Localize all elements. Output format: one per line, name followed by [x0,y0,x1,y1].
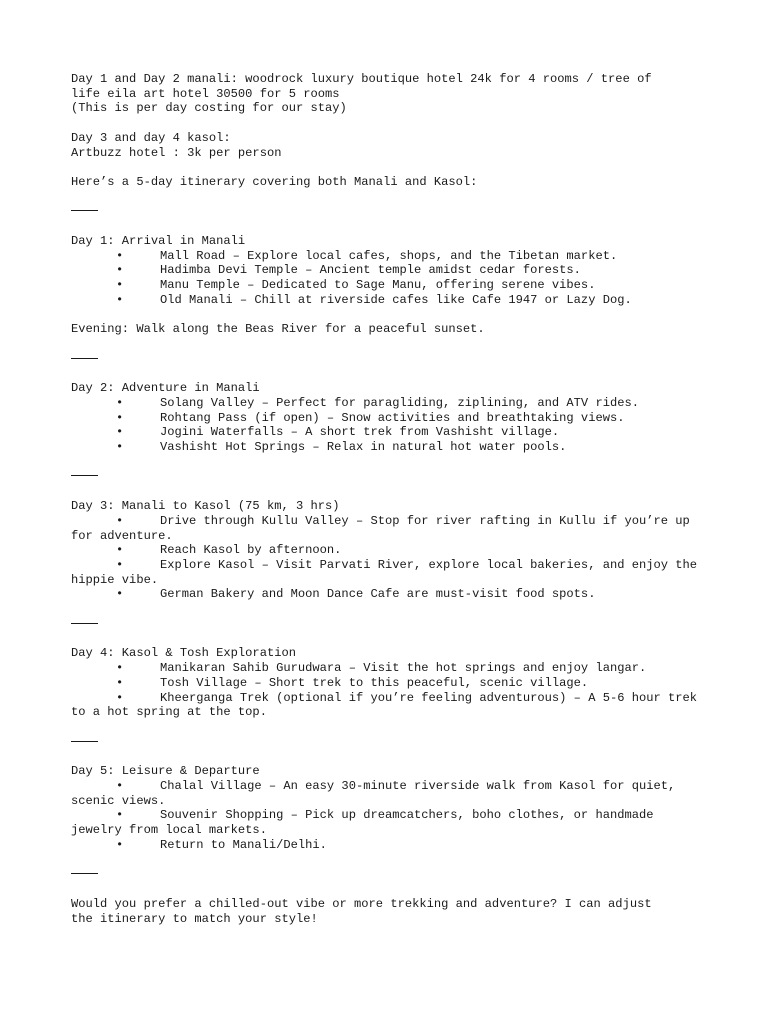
day-4-section [71,646,701,720]
list-item [71,396,701,411]
bullet-icon: • [116,808,124,823]
list-item-text: Kheerganga Trek (optional if you’re feeling adventurous) – A 5-6 hour trek to a hot spring at the top. [71,690,698,720]
list-item [71,278,701,293]
list-item-text: Mall Road – Explore local cafes, shops, and the Tibetan market. [160,248,618,263]
list-item [71,293,701,308]
list-item-text: Hadimba Devi Temple – Ancient temple amidst cedar forests. [160,263,581,278]
list-item [71,808,701,837]
list-item [71,249,701,264]
list-item [71,779,701,808]
list-item [71,691,701,720]
bullet-icon: • [116,587,124,602]
bullet-icon: • [116,248,124,263]
list-item [71,587,701,602]
list-item [71,543,701,558]
list-item-text: Rohtang Pass (if open) – Snow activities and breathtaking views. [160,410,625,425]
day-1-heading: Day 1: Arrival in Manali [71,233,246,248]
closing-line-1: Would you prefer a chilled-out vibe or more trekking and adventure? I can adjust [71,896,652,911]
day-2-heading: Day 2: Adventure in Manali [71,381,260,396]
section-divider [71,873,98,882]
day-3-heading: Day 3: Manali to Kasol (75 km, 3 hrs) [71,499,340,514]
intro-line-4: Day 3 and day 4 kasol: [71,130,231,145]
list-item [71,676,701,691]
bullet-icon: • [116,395,124,410]
closing-line-2: the itinerary to match your style! [71,911,318,926]
intro-line-1: Day 1 and Day 2 manali: woodrock luxury boutique hotel 24k for 4 rooms / tree of [71,72,652,86]
list-item [71,838,701,853]
bullet-icon: • [116,661,124,676]
bullet-icon: • [116,440,124,455]
list-item [71,263,701,278]
intro-line-2: life eila art hotel 30500 for 5 rooms [71,86,340,101]
section-divider [71,358,98,367]
intro-line-5: Artbuzz hotel : 3k per person [71,145,282,160]
bullet-icon: • [116,425,124,440]
day-5-heading: Day 5: Leisure & Departure [71,764,260,779]
bullet-icon: • [116,675,124,690]
list-item-text: Chalal Village – An easy 30-minute riverside walk from Kasol for quiet, scenic views. [71,779,676,808]
day-2-section [71,381,701,455]
day-4-heading: Day 4: Kasol & Tosh Exploration [71,646,296,661]
document-page [71,72,701,926]
intro-line-3: (This is per day costing for our stay) [71,101,347,116]
list-item-text: Reach Kasol by afternoon. [160,543,342,558]
list-item [71,440,701,455]
list-item-text: Jogini Waterfalls – A short trek from Vashisht village. [160,425,560,440]
bullet-icon: • [116,543,124,558]
day-4-list [71,661,701,720]
day-1-section [71,234,701,337]
section-divider [71,623,98,632]
section-divider [71,741,98,750]
bullet-icon: • [116,410,124,425]
bullet-icon: • [116,263,124,278]
bullet-icon: • [116,513,124,528]
list-item [71,661,701,676]
day-5-section [71,764,701,852]
list-item [71,425,701,440]
list-item [71,514,701,543]
bullet-icon: • [116,837,124,852]
list-item-text: Explore Kasol – Visit Parvati River, explore local bakeries, and enjoy the hippie vibe. [71,557,698,587]
list-item-text: Solang Valley – Perfect for paragliding, ziplining, and ATV rides. [160,395,639,410]
list-item-text: Souvenir Shopping – Pick up dreamcatchers, boho clothes, or handmade jewelry from local markets. [71,808,654,838]
day-1-list [71,249,701,308]
list-item [71,411,701,426]
bullet-icon: • [116,557,124,572]
section-divider [71,210,98,219]
bullet-icon: • [116,292,124,307]
day-1-evening: Evening: Walk along the Beas River for a peaceful sunset. [71,322,485,337]
bullet-icon: • [116,278,124,293]
list-item [71,558,701,587]
list-item-text: Vashisht Hot Springs – Relax in natural hot water pools. [160,440,567,455]
day-3-section [71,499,701,602]
list-item-text: Tosh Village – Short trek to this peaceful, scenic village. [160,675,589,690]
day-2-list [71,396,701,455]
list-item-text: Manu Temple – Dedicated to Sage Manu, offering serene vibes. [160,278,596,293]
list-item-text: Return to Manali/Delhi. [160,837,327,852]
day-3-list [71,514,701,602]
list-item-text: German Bakery and Moon Dance Cafe are must-visit food spots. [160,587,596,602]
section-divider [71,475,98,484]
bullet-icon: • [116,779,124,794]
day-5-list [71,779,701,853]
bullet-icon: • [116,690,124,705]
intro-line-6: Here’s a 5-day itinerary covering both Manali and Kasol: [71,174,478,189]
list-item-text: Manikaran Sahib Gurudwara – Visit the hot springs and enjoy langar. [160,661,647,676]
list-item-text: Old Manali – Chill at riverside cafes like Cafe 1947 or Lazy Dog. [160,292,632,307]
list-item-text: Drive through Kullu Valley – Stop for river rafting in Kullu if you’re up for adventure. [71,513,690,543]
